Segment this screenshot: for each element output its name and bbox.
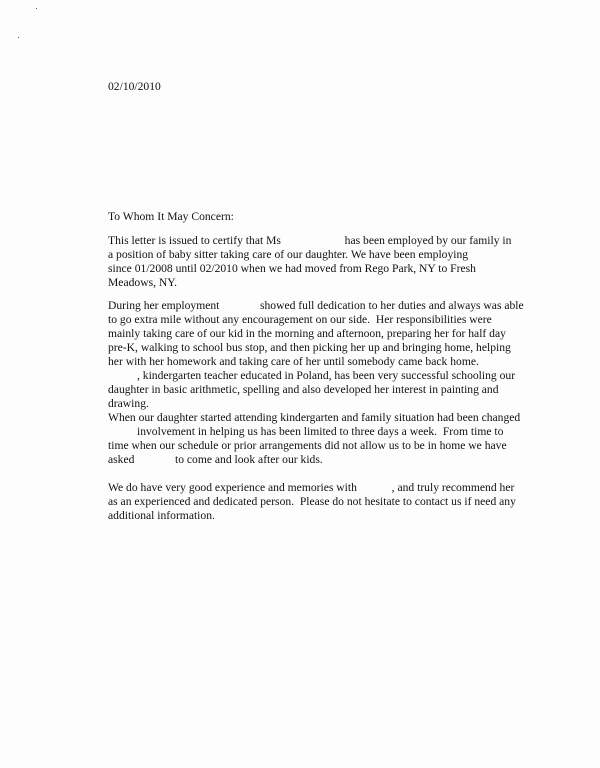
- paragraph-2-line: to go extra mile without any encouragement on our side. Her responsibilities were: [108, 313, 492, 326]
- letter-date: 02/10/2010: [108, 80, 161, 93]
- paragraph-2-line: time when our schedule or prior arrangements did not allow us to be in home we have: [108, 439, 507, 452]
- paragraph-2-line: When our daughter started attending kindergarten and family situation had been changed: [108, 411, 521, 424]
- scan-speck: [18, 37, 19, 38]
- paragraph-1-line: since 01/2008 until 02/2010 when we had moved from Rego Park, NY to Fresh: [108, 262, 476, 275]
- paragraph-1-line: Meadows, NY.: [108, 276, 178, 289]
- paragraph-3-line: additional information.: [108, 509, 215, 522]
- paragraph-2-line: drawing.: [108, 397, 149, 410]
- paragraph-2-line: During her employment showed full dedication to her duties and always was able: [108, 299, 524, 312]
- scan-speck: [36, 8, 37, 9]
- salutation: To Whom It May Concern:: [108, 210, 234, 223]
- paragraph-2-line: daughter in basic arithmetic, spelling and also developed her interest in painting and: [108, 383, 499, 396]
- paragraph-3-line: as an experienced and dedicated person. Please do not hesitate to contact us if need any: [108, 495, 516, 508]
- paragraph-2-line: asked to come and look after our kids.: [108, 453, 323, 466]
- paragraph-2-line: mainly taking care of our kid in the morning and afternoon, preparing her for half day: [108, 327, 506, 340]
- paragraph-1-line: a position of baby sitter taking care of our daughter. We have been employing: [108, 248, 469, 261]
- paragraph-3-line: We do have very good experience and memories with , and truly recommend her: [108, 481, 515, 494]
- paragraph-1-line: This letter is issued to certify that Ms has been employed by our family in: [108, 234, 512, 247]
- paragraph-2-line: her with her homework and taking care of her until somebody came back home.: [108, 355, 479, 368]
- paragraph-2-line: pre-K, walking to school bus stop, and then picking her up and bringing home, helping: [108, 341, 511, 354]
- paragraph-2-line: , kindergarten teacher educated in Poland, has been very successful schooling our: [108, 369, 516, 382]
- paragraph-2-line: involvement in helping us has been limited to three days a week. From time to: [108, 425, 504, 438]
